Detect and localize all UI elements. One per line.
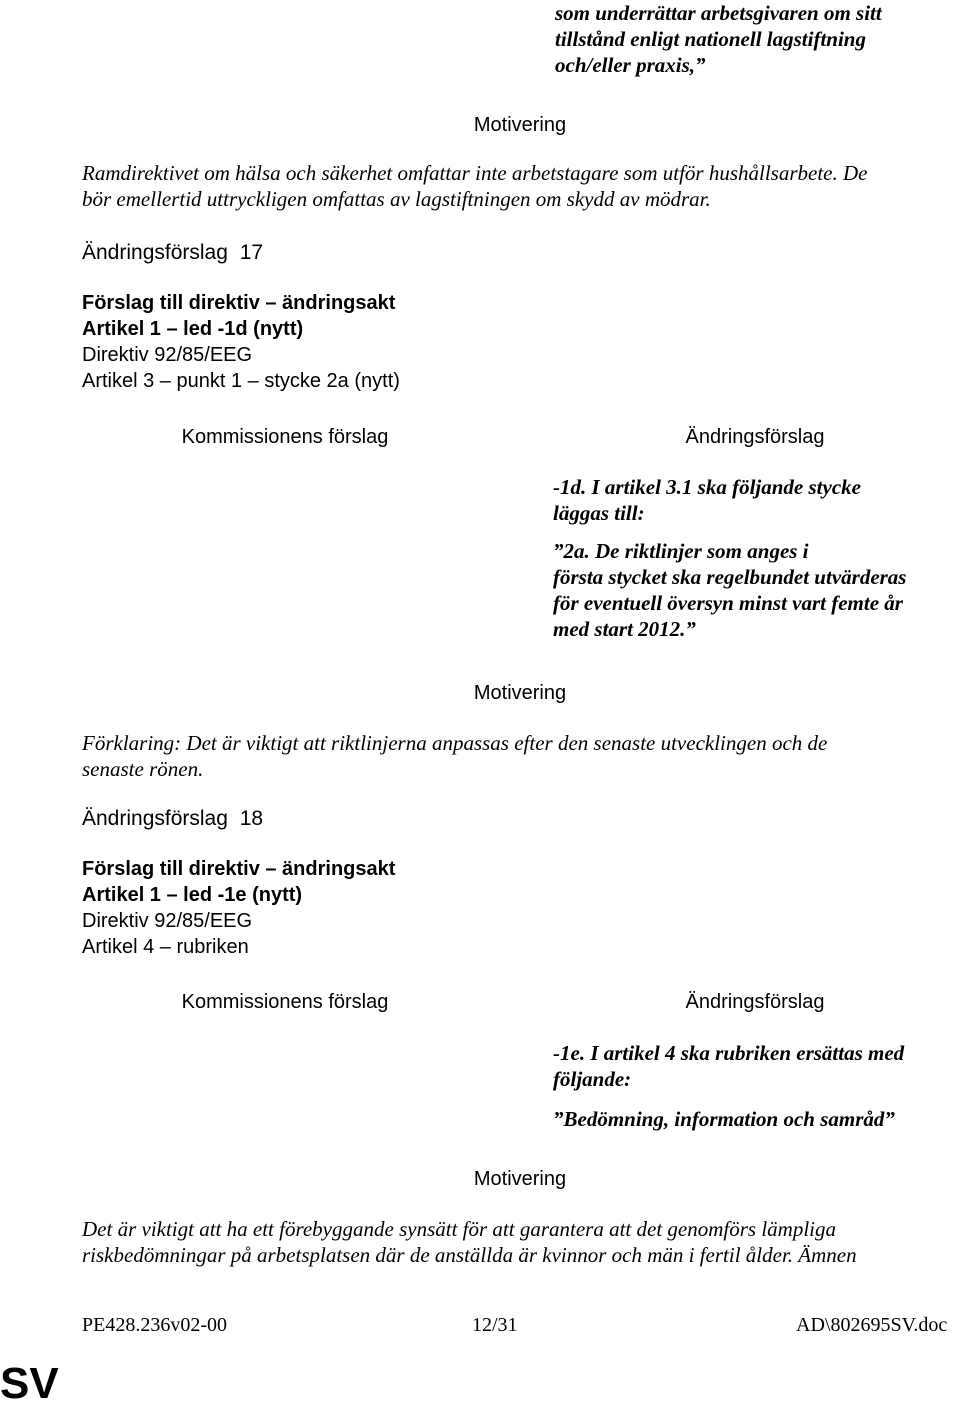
amendment-body — [553, 474, 861, 526]
motivering-text — [82, 160, 867, 212]
motivering-text — [82, 1216, 857, 1268]
reference-line: Artikel 4 – rubriken — [82, 936, 249, 958]
amendment-reference — [82, 290, 400, 394]
text-line: för eventuell översyn minst vart femte år — [553, 591, 903, 615]
text-line: -1d. I artikel 3.1 ska följande stycke — [553, 475, 861, 499]
amendment-body — [553, 1040, 904, 1092]
text-line: tillstånd enligt nationell lagstiftning — [555, 27, 866, 51]
reference-line: Direktiv 92/85/EEG — [82, 344, 253, 366]
text-line: -1e. I artikel 4 ska rubriken ersättas med — [553, 1041, 905, 1065]
column-heading-commission: Kommissionens förslag — [181, 991, 389, 1013]
text-line: med start 2012.” — [553, 617, 696, 641]
text-line: som underrättar arbetsgivaren om sitt — [555, 1, 882, 25]
amendment-title: Ändringsförslag 18 — [82, 807, 264, 830]
text-line: Ramdirektivet om hälsa och säkerhet omfattar inte arbetstagare som utför hushållsarbete. De — [82, 161, 868, 185]
text-line: läggas till: — [553, 501, 645, 525]
reference-line: Förslag till direktiv – ändringsakt — [82, 292, 396, 314]
text-line: följande: — [553, 1067, 632, 1091]
column-heading-amendment: Ändringsförslag — [685, 426, 825, 448]
text-line: ”2a. De riktlinjer som anges i — [553, 539, 809, 563]
footer-page-number: 12/31 — [472, 1314, 518, 1336]
footer-document-id: AD\802695SV.doc — [796, 1314, 948, 1336]
motivering-heading: Motivering — [473, 1168, 567, 1190]
text-line: och/eller praxis,” — [555, 53, 706, 77]
reference-line: Förslag till direktiv – ändringsakt — [82, 858, 396, 880]
text-line: senaste rönen. — [82, 757, 204, 781]
motivering-text — [82, 730, 827, 782]
amendment-text-continuation — [555, 0, 882, 78]
reference-line: Direktiv 92/85/EEG — [82, 910, 253, 932]
column-heading-amendment: Ändringsförslag — [685, 991, 825, 1013]
text-line: första stycket ska regelbundet utvärderas — [553, 565, 907, 589]
text-line: Förklaring: Det är viktigt att riktlinjerna anpassas efter den senaste utvecklingen och de — [82, 731, 828, 755]
amendment-title: Ändringsförslag 17 — [82, 241, 264, 264]
amendment-reference — [82, 856, 395, 960]
amendment-quote — [553, 538, 906, 642]
text-line: riskbedömningar på arbetsplatsen där de anställda är kvinnor och män i fertil ålder. Ämnen — [82, 1243, 857, 1267]
motivering-heading: Motivering — [473, 114, 567, 136]
footer-reference: PE428.236v02-00 — [82, 1314, 227, 1336]
reference-line: Artikel 3 – punkt 1 – stycke 2a (nytt) — [82, 370, 400, 392]
text-line: bör emellertid uttryckligen omfattas av lagstiftningen om skydd av mödrar. — [82, 187, 711, 211]
text-line: Det är viktigt att ha ett förebyggande synsätt för att garantera att det genomförs lämpliga — [82, 1217, 836, 1241]
amendment-quote: ”Bedömning, information och samråd” — [553, 1107, 895, 1131]
language-code: SV — [0, 1359, 59, 1408]
reference-line: Artikel 1 – led -1d (nytt) — [82, 318, 304, 340]
column-heading-commission: Kommissionens förslag — [181, 426, 389, 448]
motivering-heading: Motivering — [473, 682, 567, 704]
reference-line: Artikel 1 – led -1e (nytt) — [82, 884, 303, 906]
